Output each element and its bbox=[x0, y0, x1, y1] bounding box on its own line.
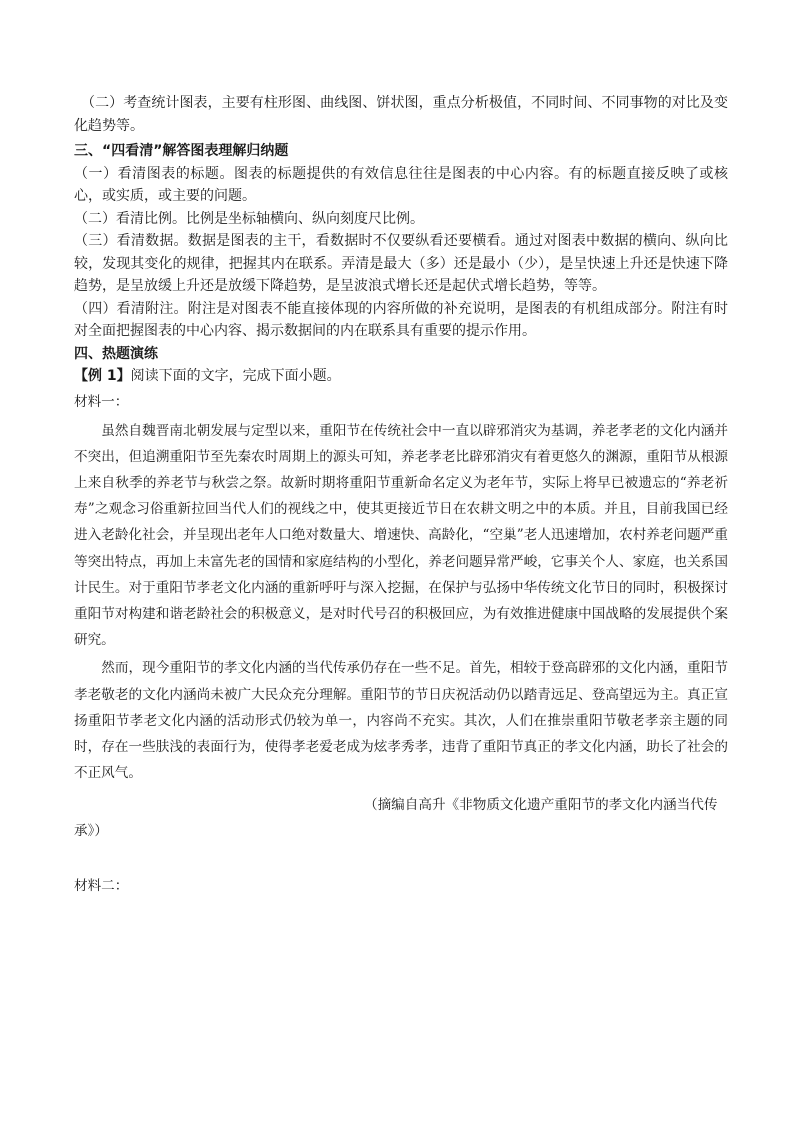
material-1-source: （摘编自高升《非物质文化遗产重阳节的孝文化内涵当代传 bbox=[364, 797, 718, 814]
intro-item-2: （二）考查统计图表，主要有柱形图、曲线图、饼状图，重点分析极值，不同时间、不同事物的对比及变化趋势等。 bbox=[74, 95, 728, 134]
look-item-4: （四）看清附注。附注是对图表不能直接体现的内容所做的补充说明，是图表的有机组成部分。附注有时对全面把握图表的中心内容、揭示数据间的内在联系具有重要的提示作用。 bbox=[74, 300, 728, 339]
material-1-label: 材料一： bbox=[74, 393, 129, 410]
section-heading-3: 三、“四看清”解答图表理解归纳题 bbox=[74, 143, 289, 159]
material-1-source-cont: 承》） bbox=[74, 823, 108, 840]
look-item-1: （一）看清图表的标题。图表的标题提供的有效信息往往是图表的中心内容。有的标题直接反映了或核心，或实质，或主要的问题。 bbox=[74, 165, 728, 204]
material-1-paragraph-1: 虽然自魏晋南北朝发展与定型以来，重阳节在传统社会中一直以辟邪消灾为基调，养老孝老的文化内涵并不突出，但追溯重阳节至先秦农时周期上的源头可知，养老孝老比辟邪消灾有着更悠久的渊源，重阳节从根源上来自秋季的养老节与秋尝之祭。故新时期将重阳节重新命名定义为老年节，实际上将早已被遗忘的“养老祈寿”之观念习俗重新拉回当代人们的视线之中，使其更接近节日在农耕文明之中的本质。并且，目前我国已经进入老龄化社会，并呈现出老年人口绝对数量大、增速快、高龄化，“空巢”老人迅速增加，农村养老问题严重等突出特点，再加上未富先老的国情和家庭结构的小型化，养老问题异常严峻，它事关个人、家庭，也关系国计民生。对于重阳节孝老文化内涵的重新呼吁与深入挖掘，在保护与弘扬中华传统文化节日的同时，积极探讨重阳节对构建和谐老龄社会的积极意义，是对时代号召的积极回应，为有效推进健康中国战略的发展提供个案研究。 bbox=[74, 422, 728, 649]
look-item-3: （三）看清数据。数据是图表的主干，看数据时不仅要纵看还要横看。通过对图表中数据的横向、纵向比较，发现其变化的规律，把握其内在联系。弄清是最大（多）还是最小（少），是呈快速上升还是快速下降趋势，是呈放缓上升还是放缓下降趋势，是呈波浪式增长还是起伏式增长趋势，等等。 bbox=[74, 233, 728, 294]
example-instruction: 阅读下面的文字，完成下面小题。 bbox=[130, 368, 341, 384]
section-heading-4: 四、热题演练 bbox=[74, 345, 158, 362]
look-item-2: （二）看清比例。比例是坐标轴横向、纵向刻度尺比例。 bbox=[74, 210, 424, 227]
example-line bbox=[74, 365, 728, 388]
material-1-paragraph-2: 然而，现今重阳节的孝文化内涵的当代传承仍存在一些不足。首先，相较于登高辟邪的文化内涵，重阳节孝老敬老的文化内涵尚未被广大民众充分理解。重阳节的节日庆祝活动仍以踏青远足、登高望远为主。真正宣扬重阳节孝老文化内涵的活动形式仍较为单一，内容尚不充实。其次，人们在推崇重阳节敬老孝亲主题的同时，存在一些肤浅的表面行为，使得孝老爱老成为炫孝秀孝，违背了重阳节真正的孝文化内涵，助长了社会的不正风气。 bbox=[74, 660, 728, 782]
example-tag: 【例 1】 bbox=[74, 368, 131, 384]
document-page bbox=[74, 92, 728, 898]
material-2-label: 材料二： bbox=[74, 878, 129, 895]
